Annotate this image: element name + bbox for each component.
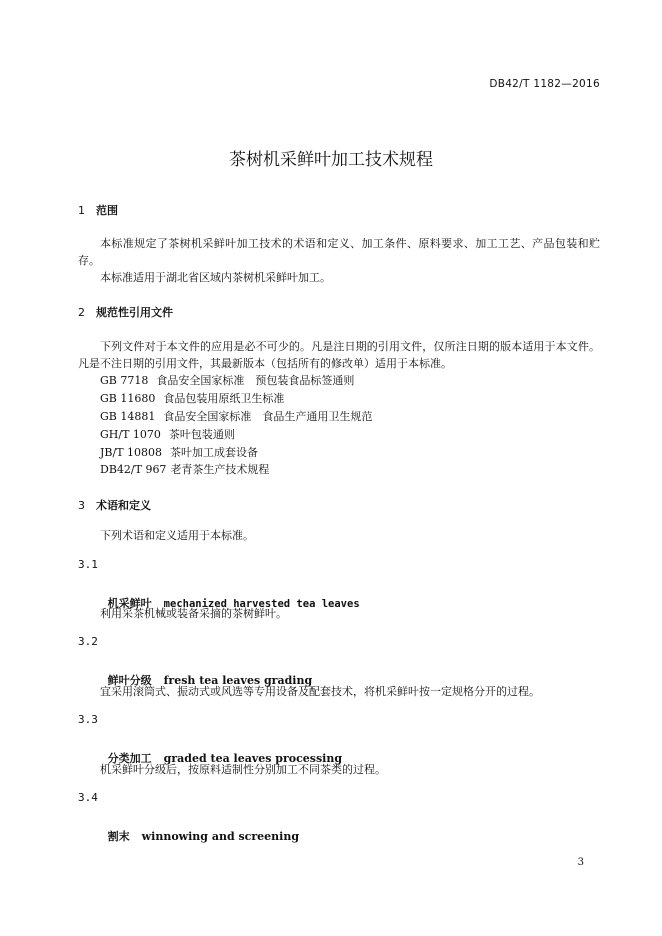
term-english: graded tea leaves processing <box>163 752 343 765</box>
reference-name: 老青茶生产技术规程 <box>170 463 270 476</box>
reference-name: 茶叶加工成套设备 <box>170 446 259 459</box>
document-title: 茶树机采鲜叶加工技术规程 <box>229 150 433 170</box>
term-definition: 利用采茶机械或装备采摘的茶树鲜叶。 <box>100 607 287 620</box>
scope-paragraph-1: 本标准规定了茶树机采鲜叶加工技术的术语和定义、加工条件、原料要求、加工工艺、产品包装和贮存。 <box>78 237 600 267</box>
section-2-heading <box>78 304 173 320</box>
term-definition: 机采鲜叶分级后，按原料适制性分别加工不同茶类的过程。 <box>100 763 386 776</box>
term-number: 3.1 <box>78 558 98 571</box>
section-number: 2 <box>78 306 85 319</box>
scope-paragraph-2: 本标准适用于湖北省区域内茶树机采鲜叶加工。 <box>100 271 331 284</box>
section-title: 术语和定义 <box>96 499 151 512</box>
reference-code: GB 14881 <box>100 410 156 423</box>
term-english: mechanized harvested tea leaves <box>163 598 360 610</box>
terms-intro: 下列术语和定义适用于本标准。 <box>100 529 254 542</box>
term-chinese: 机采鲜叶 <box>107 597 152 610</box>
term-chinese: 分类加工 <box>107 752 152 765</box>
reference-item <box>100 444 258 462</box>
reference-name: 食品安全国家标准 食品生产通用卫生规范 <box>163 410 373 423</box>
section-number: 3 <box>78 499 85 512</box>
reference-name: 食品安全国家标准 预包装食品标签通则 <box>156 374 355 387</box>
references-paragraph: 下列文件对于本文件的应用是必不可少的。凡是注日期的引用文件，仅所注日期的版本适用于本文件。凡是不注日期的引用文件，其最新版本（包括所有的修改单）适用于本标准。 <box>78 340 600 370</box>
term-number: 3.4 <box>78 791 98 804</box>
term-english: winnowing and screening <box>141 830 300 843</box>
term-chinese: 割末 <box>107 830 130 843</box>
term-english: fresh tea leaves grading <box>163 674 313 687</box>
term-definition: 宜采用滚筒式、振动式或风选等专用设备及配套技术，将机采鲜叶按一定规格分开的过程。 <box>100 685 540 698</box>
section-title: 规范性引用文件 <box>96 306 173 319</box>
reference-code: GB 7718 <box>100 374 149 387</box>
section-3-heading <box>78 497 151 513</box>
reference-code: GB 11680 <box>100 392 156 405</box>
reference-name: 茶叶包装通则 <box>168 428 235 441</box>
reference-item <box>100 408 372 426</box>
reference-code: JB/T 10808 <box>100 446 163 459</box>
reference-item <box>100 390 284 408</box>
reference-item <box>100 372 354 390</box>
page-number: 3 <box>577 857 584 868</box>
reference-code: DB42/T 967 <box>100 463 167 476</box>
standard-code: DB42/T 1182—2016 <box>489 78 600 90</box>
reference-code: GH/T 1070 <box>100 428 161 441</box>
section-1-heading <box>78 202 118 218</box>
term-heading <box>100 815 299 844</box>
section-title: 范围 <box>96 204 118 217</box>
reference-item <box>100 426 235 444</box>
section-number: 1 <box>78 204 85 217</box>
reference-name: 食品包装用原纸卫生标准 <box>163 392 285 405</box>
reference-item <box>100 461 269 479</box>
term-chinese: 鲜叶分级 <box>107 674 152 687</box>
term-number: 3.2 <box>78 635 98 648</box>
term-number: 3.3 <box>78 713 98 726</box>
